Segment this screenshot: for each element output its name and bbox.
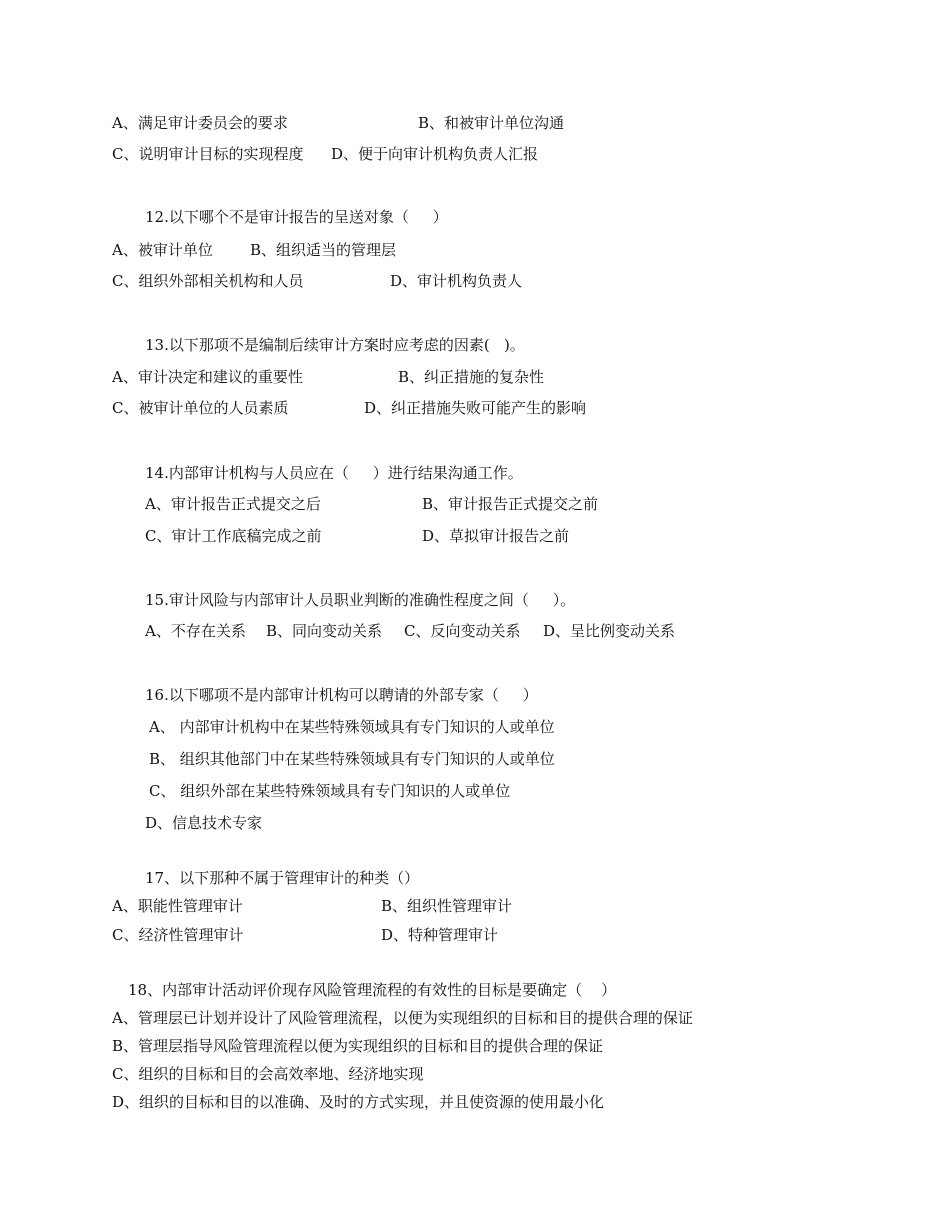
q18-option-b: B、管理层指导风险管理流程以便为实现组织的目标和目的提供合理的保证 — [112, 1037, 604, 1055]
q15-option-a: A、不存在关系 — [145, 622, 246, 640]
q13-option-d: D、纠正措施失败可能产生的影响 — [364, 399, 587, 417]
q16-option-d: D、信息技术专家 — [145, 814, 263, 832]
q14-text: 14.内部审计机构与人员应在（ ）进行结果沟通工作。 — [145, 464, 523, 482]
q13-option-b: B、纠正措施的复杂性 — [398, 368, 545, 386]
q16-text: 16.以下哪项不是内部审计机构可以聘请的外部专家（ ） — [145, 686, 538, 704]
q13-option-a: A、审计决定和建议的重要性 — [112, 368, 303, 386]
q17-text: 17、以下那种不属于管理审计的种类（） — [145, 869, 420, 887]
q12-option-d: D、审计机构负责人 — [390, 272, 523, 290]
q11-option-b: B、和被审计单位沟通 — [418, 114, 565, 132]
q15-text: 15.审计风险与内部审计人员职业判断的准确性程度之间（ ）。 — [145, 591, 576, 609]
q16-option-c: C、 组织外部在某些特殊领域具有专门知识的人或单位 — [149, 782, 511, 800]
q17-option-b: B、组织性管理审计 — [381, 897, 513, 915]
q11-option-d: D、便于向审计机构负责人汇报 — [331, 145, 539, 163]
q11-option-c: C、说明审计目标的实现程度 — [112, 145, 304, 163]
q12-option-a: A、被审计单位 — [112, 241, 213, 259]
q17-option-a: A、职能性管理审计 — [112, 897, 243, 915]
q13-text: 13.以下那项不是编制后续审计方案时应考虑的因素( )。 — [145, 336, 525, 354]
q14-option-b: B、审计报告正式提交之前 — [422, 495, 599, 513]
q15-option-b: B、同向变动关系 — [266, 622, 383, 640]
q17-option-c: C、经济性管理审计 — [112, 926, 244, 944]
q15-option-d: D、呈比例变动关系 — [543, 622, 676, 640]
q12-option-b: B、组织适当的管理层 — [250, 241, 397, 259]
q16-option-a: A、 内部审计机构中在某些特殊领域具有专门知识的人或单位 — [149, 718, 555, 736]
q14-option-a: A、审计报告正式提交之后 — [145, 495, 321, 513]
q15-option-c: C、反向变动关系 — [404, 622, 521, 640]
q18-option-a: A、管理层已计划并设计了风险管理流程，以便为实现组织的目标和目的提供合理的保证 — [112, 1009, 693, 1027]
q11-option-a: A、满足审计委员会的要求 — [112, 114, 288, 132]
q18-text: 18、内部审计活动评价现存风险管理流程的有效性的目标是要确定（ ） — [128, 981, 617, 999]
q18-option-d: D、组织的目标和目的以准确、及时的方式实现，并且使资源的使用最小化 — [112, 1093, 605, 1111]
q12-option-c: C、组织外部相关机构和人员 — [112, 272, 304, 290]
q17-option-d: D、特种管理审计 — [381, 926, 499, 944]
q18-option-c: C、组织的目标和目的会高效率地、经济地实现 — [112, 1065, 424, 1083]
q12-text: 12.以下哪个不是审计报告的呈送对象（ ） — [145, 208, 448, 226]
q16-option-b: B、 组织其他部门中在某些特殊领域具有专门知识的人或单位 — [149, 750, 555, 768]
q14-option-c: C、审计工作底稿完成之前 — [145, 527, 322, 545]
q14-option-d: D、草拟审计报告之前 — [422, 527, 570, 545]
q13-option-c: C、被审计单位的人员素质 — [112, 399, 289, 417]
